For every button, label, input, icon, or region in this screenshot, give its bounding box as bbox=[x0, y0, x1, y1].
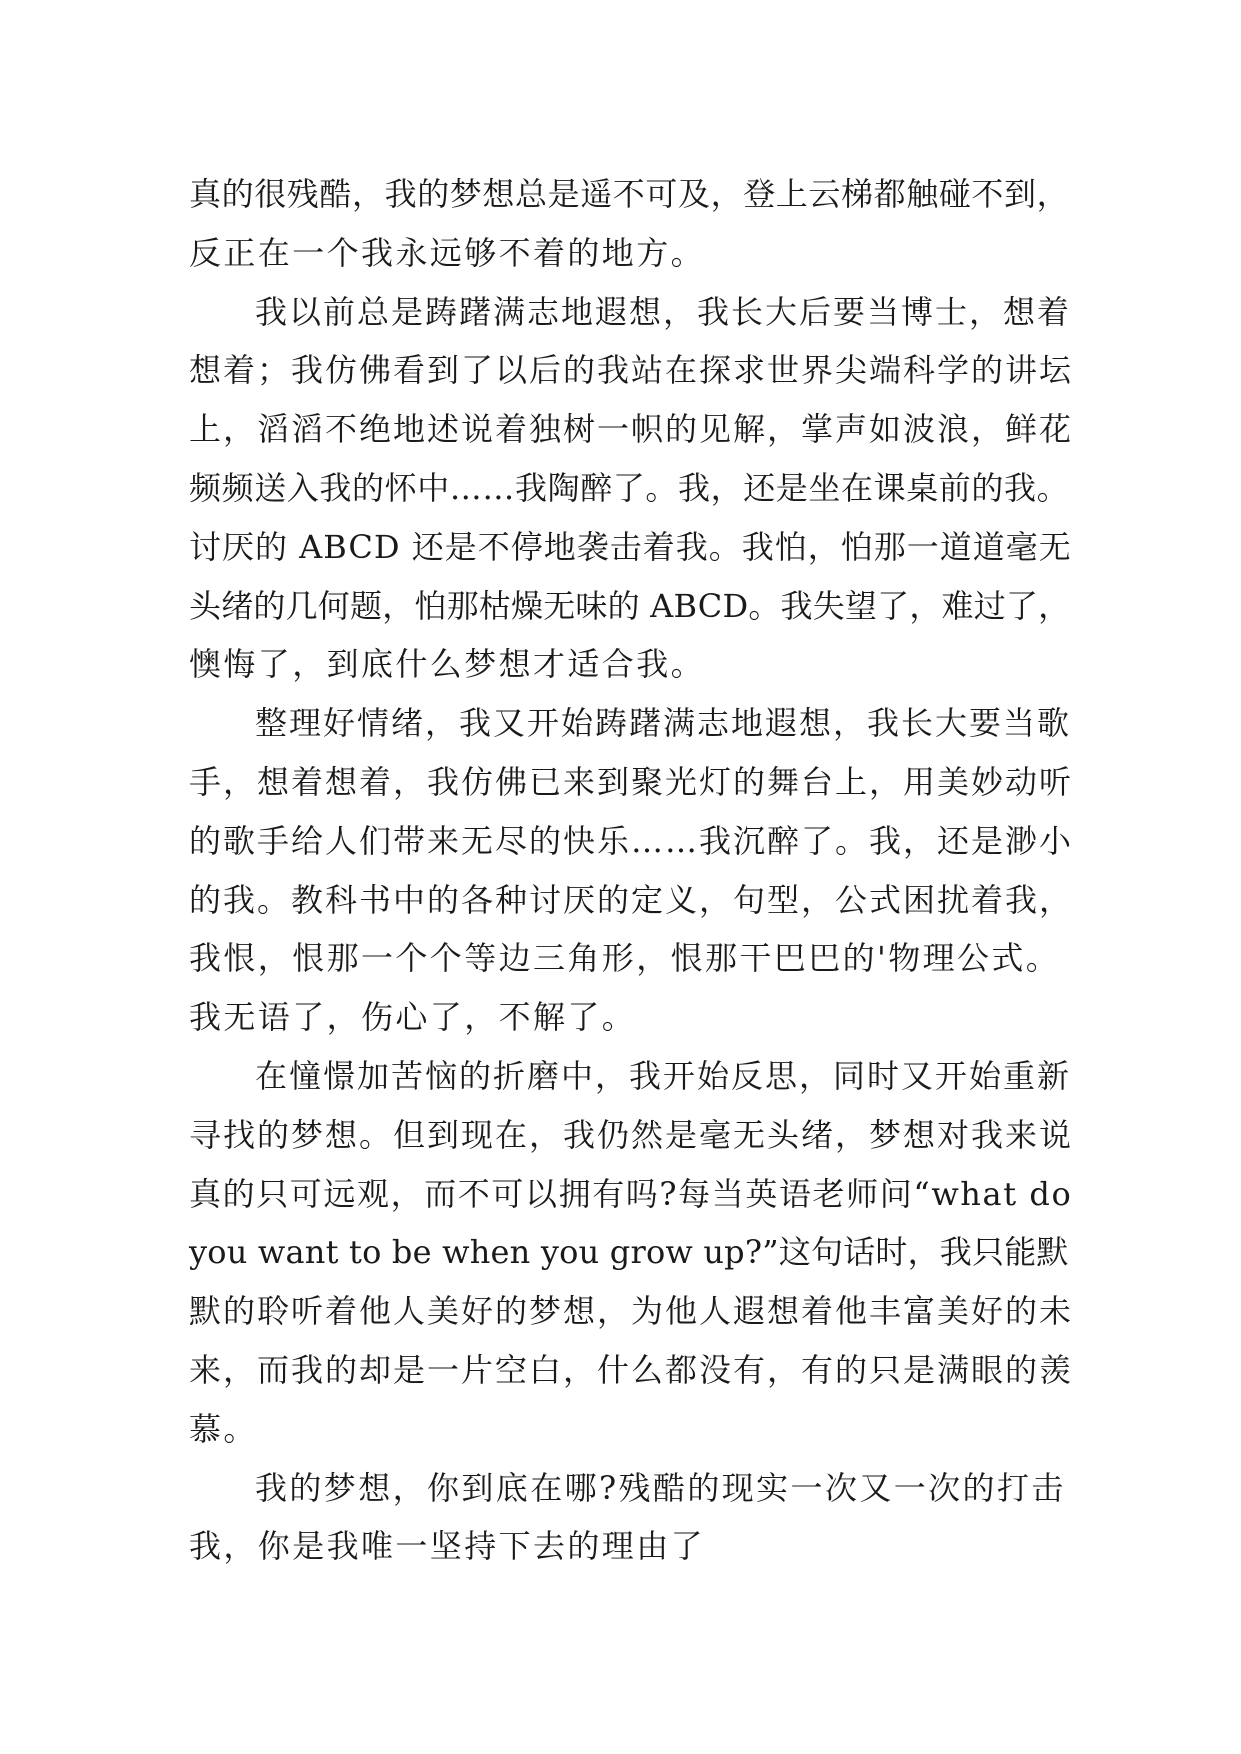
text-line: 默的聆听着他人美好的梦想，为他人遐想着他丰富美好的未 bbox=[189, 1292, 1074, 1331]
text-line: 我恨，恨那一个个等边三角形，恨那干巴巴的'物理公式。 bbox=[189, 939, 1061, 978]
text-line: 想着；我仿佛看到了以后的我站在探求世界尖端科学的讲坛 bbox=[189, 351, 1074, 390]
text-line: 的歌手给人们带来无尽的快乐……我沉醉了。我，还是渺小 bbox=[189, 821, 1074, 860]
text-line: 慕。 bbox=[189, 1409, 258, 1448]
text-line: 上，滔滔不绝地述说着独树一帜的见解，掌声如波浪，鲜花 bbox=[189, 410, 1074, 449]
body-text bbox=[189, 165, 1074, 1576]
paragraph-start-line: 在憧憬加苦恼的折磨中，我开始反思，同时又开始重新 bbox=[255, 1056, 1072, 1095]
text-line: 寻找的梦想。但到现在，我仍然是毫无头绪，梦想对我来说 bbox=[189, 1115, 1074, 1154]
text-line: you want to be when you grow up?”这句话时，我只能默 bbox=[189, 1233, 1069, 1272]
text-line: 频频送入我的怀中……我陶醉了。我，还是坐在课桌前的我。 bbox=[189, 468, 1070, 507]
text-line: 头绪的几何题，怕那枯燥无味的 ABCD。我失望了，难过了， bbox=[189, 586, 1071, 625]
text-line: 反正在一个我永远够不着的地方。 bbox=[189, 233, 706, 272]
text-line: 讨厌的 ABCD 还是不停地袭击着我。我怕，怕那一道道毫无 bbox=[189, 527, 1072, 566]
text-line: 的我。教科书中的各种讨厌的定义，句型，公式困扰着我， bbox=[189, 880, 1074, 919]
paragraph-start-line: 整理好情绪，我又开始踌躇满志地遐想，我长大要当歌 bbox=[255, 704, 1072, 743]
text-line: 真的只可远观，而不可以拥有吗?每当英语老师问“what do bbox=[189, 1174, 1073, 1213]
paragraph-start-line: 我的梦想，你到底在哪?残酷的现实一次又一次的打击 bbox=[255, 1468, 1066, 1507]
text-line: 真的很残酷，我的梦想总是遥不可及，登上云梯都触碰不到， bbox=[189, 175, 1070, 213]
text-line: 手，想着想着，我仿佛已来到聚光灯的舞台上，用美妙动听 bbox=[189, 762, 1074, 801]
text-line: 我，你是我唯一坚持下去的理由了 bbox=[189, 1527, 706, 1566]
text-line: 懊悔了，到底什么梦想才适合我。 bbox=[189, 645, 706, 684]
text-line: 来，而我的却是一片空白，什么都没有，有的只是满眼的羡 bbox=[189, 1350, 1074, 1389]
paragraph-start-line: 我以前总是踌躇满志地遐想，我长大后要当博士，想着 bbox=[255, 292, 1072, 331]
text-line: 我无语了，伤心了，不解了。 bbox=[189, 998, 637, 1037]
